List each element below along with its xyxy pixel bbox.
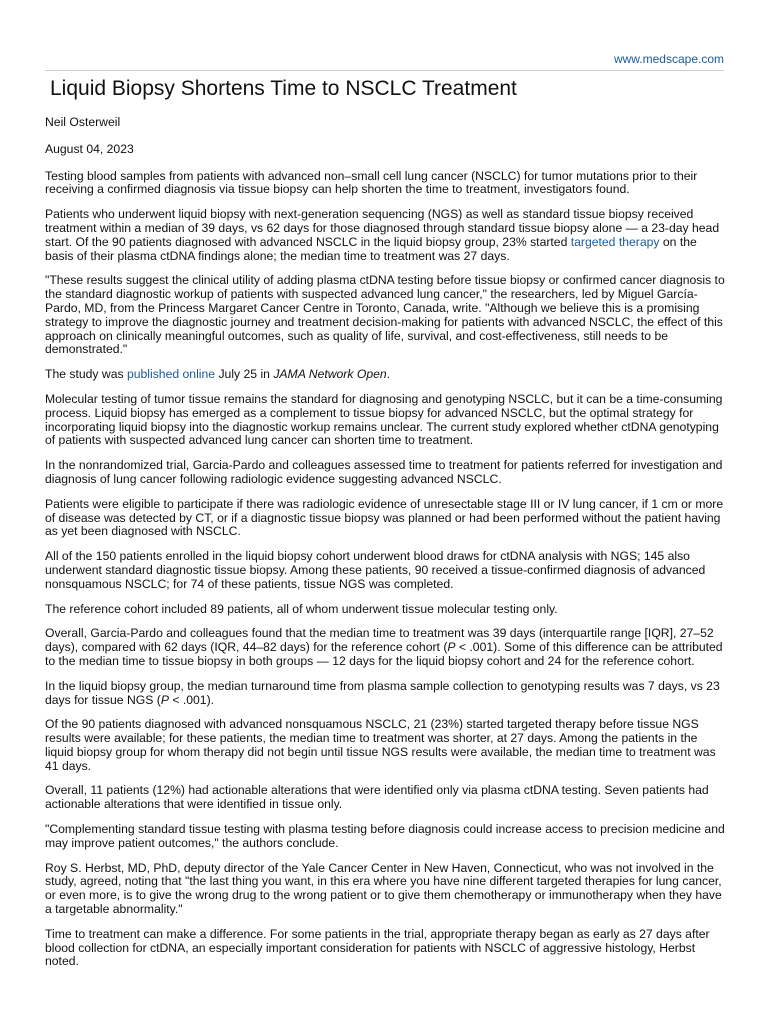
- paragraph-2: [45, 208, 726, 263]
- site-link[interactable]: www.medscape.com: [613, 52, 724, 66]
- paragraph-14: "Complementing standard tissue testing with plasma testing before diagnosis could increase access to precision medicine and may improve patient outcomes," the authors conclude.: [45, 822, 725, 850]
- paragraph-11: [45, 680, 726, 708]
- paragraph-4-text-a: The study was: [45, 367, 127, 382]
- journal-name: JAMA Network Open: [273, 367, 387, 382]
- paragraph-4-text-b: July 25 in: [215, 367, 274, 382]
- paragraph-10-text-b: < .001). Some of this difference can be attributed to the median time to tissue biopsy in both groups — 12 days for the liquid biopsy cohort and 24 for the reference cohort.: [45, 640, 723, 668]
- paragraph-15: Roy S. Herbst, MD, PhD, deputy director of the Yale Cancer Center in New Haven, Connecticut, who was not involved in the study, agreed, noting that "the last thing you want, in this era where you have nine different targeted therapies for lung cancer, or even more, is to give the wrong drug to the wrong patient or to give them chemotherapy or immunotherapy when they have a targetable abnormality.": [45, 860, 722, 917]
- paragraph-13: Overall, 11 patients (12%) had actionable alterations that were identified only via plasma ctDNA testing. Seven patients had actionable alterations that were identified in tissue only.: [45, 783, 709, 812]
- p-value-symbol: P: [160, 692, 169, 707]
- paragraph-8: All of the 150 patients enrolled in the liquid biopsy cohort underwent blood draws for ctDNA analysis with NGS; 145 also underwent standard diagnostic tissue biopsy. Among these patients, 90 received a tissue-confirmed diagnosis of advanced nonsquamous NSCLC; for 74 of these patients, tissue NGS was completed.: [45, 549, 706, 591]
- paragraph-6: In the nonrandomized trial, Garcia-Pardo and colleagues assessed time to treatment for patients referred for investigation and diagnosis of lung cancer following radiologic evidence suggesting advanced NSCLC.: [45, 458, 723, 486]
- publish-date: August 04, 2023: [45, 141, 134, 156]
- header-divider: [45, 70, 724, 71]
- paragraph-9: The reference cohort included 89 patients, all of whom underwent tissue molecular testing only.: [45, 601, 558, 616]
- paragraph-10: [45, 627, 726, 668]
- paragraph-7: Patients were eligible to participate if there was radiologic evidence of unresectable stage III or IV lung cancer, if 1 cm or more of disease was detected by CT, or if a diagnostic tissue biopsy was planned or had been performed without the patient having as yet been diagnosed with NSCLC.: [45, 496, 724, 539]
- author-byline: Neil Osterweil: [45, 115, 121, 129]
- paragraph-4: [45, 368, 726, 382]
- p-value-symbol: P: [447, 640, 456, 655]
- published-online-link[interactable]: published online: [126, 367, 216, 382]
- paragraph-11-text-b: < .001).: [168, 692, 215, 707]
- paragraph-10-text-a: Overall, Garcia-Pardo and colleagues found that the median time to treatment was 39 days (interquartile range [IQR], 27–52 days), compared with 62 days (IQR, 44–82 days) for the reference cohort (: [45, 626, 714, 655]
- paragraph-4-text-c: .: [386, 367, 391, 382]
- paragraph-1: Testing blood samples from patients with advanced non–small cell lung cancer (NSCLC) for tumor mutations prior to their receiving a confirmed diagnosis via tissue biopsy can help shorten the time to treatment, investigators found.: [45, 168, 698, 197]
- article-body: [45, 116, 726, 980]
- targeted-therapy-link[interactable]: targeted therapy: [570, 234, 660, 249]
- paragraph-5: Molecular testing of tumor tissue remains the standard for diagnosing and genotyping NSCLC, but it can be a time-consuming process. Liquid biopsy has emerged as a complement to tissue biopsy for advanced NSCLC, but the optimal strategy for incorporating liquid biopsy into the diagnostic workup remains unclear. The current study explored whether ctDNA genotyping of patients with suspected advanced lung cancer can shorten time to treatment.: [45, 391, 723, 448]
- article-title: Liquid Biopsy Shortens Time to NSCLC Treatment: [50, 77, 517, 100]
- paragraph-2-text-a: Patients who underwent liquid biopsy with next-generation sequencing (NGS) as well as standard tissue biopsy received treatment within a median of 39 days, vs 62 days for those diagnosed through standard tissue biopsy alone — a 23-day head start. Of the 90 patients diagnosed with advanced NSCLC in the liquid biopsy group, 23% started: [45, 207, 720, 249]
- paragraph-12: Of the 90 patients diagnosed with advanced nonsquamous NSCLC, 21 (23%) started targeted therapy before tissue NGS results were available; for these patients, the median time to treatment was shorter, at 27 days. Among the patients in the liquid biopsy group for whom therapy did not begin until tissue NGS results were available, the median time to treatment was 41 days.: [45, 717, 716, 773]
- paragraph-16: Time to treatment can make a difference. For some patients in the trial, appropriate therapy began as early as 27 days after blood collection for ctDNA, an especially important consideration for patients with NSCLC of aggressive histology, Herbst noted.: [45, 926, 710, 969]
- paragraph-2-text-b: on the basis of their plasma ctDNA findings alone; the median time to treatment was 27 days.: [45, 234, 697, 263]
- paragraph-11-text-a: In the liquid biopsy group, the median turnaround time from plasma sample collection to genotyping results was 7 days, vs 23 days for tissue NGS (: [45, 678, 720, 707]
- paragraph-3: "These results suggest the clinical utility of adding plasma ctDNA testing before tissue biopsy or confirmed cancer diagnosis to the standard diagnostic workup of patients with suspected advanced lung cancer," the researchers, led by Miguel García-Pardo, MD, from the Princess Margaret Cancer Centre in Toronto, Canada, write. "Although we believe this is a promising strategy to improve the diagnostic journey and treatment decision-making for patients with advanced NSCLC, the effect of this approach on clinically meaningful outcomes, such as quality of life, survival, and cost-effectiveness, still needs to be demonstrated.": [45, 273, 725, 357]
